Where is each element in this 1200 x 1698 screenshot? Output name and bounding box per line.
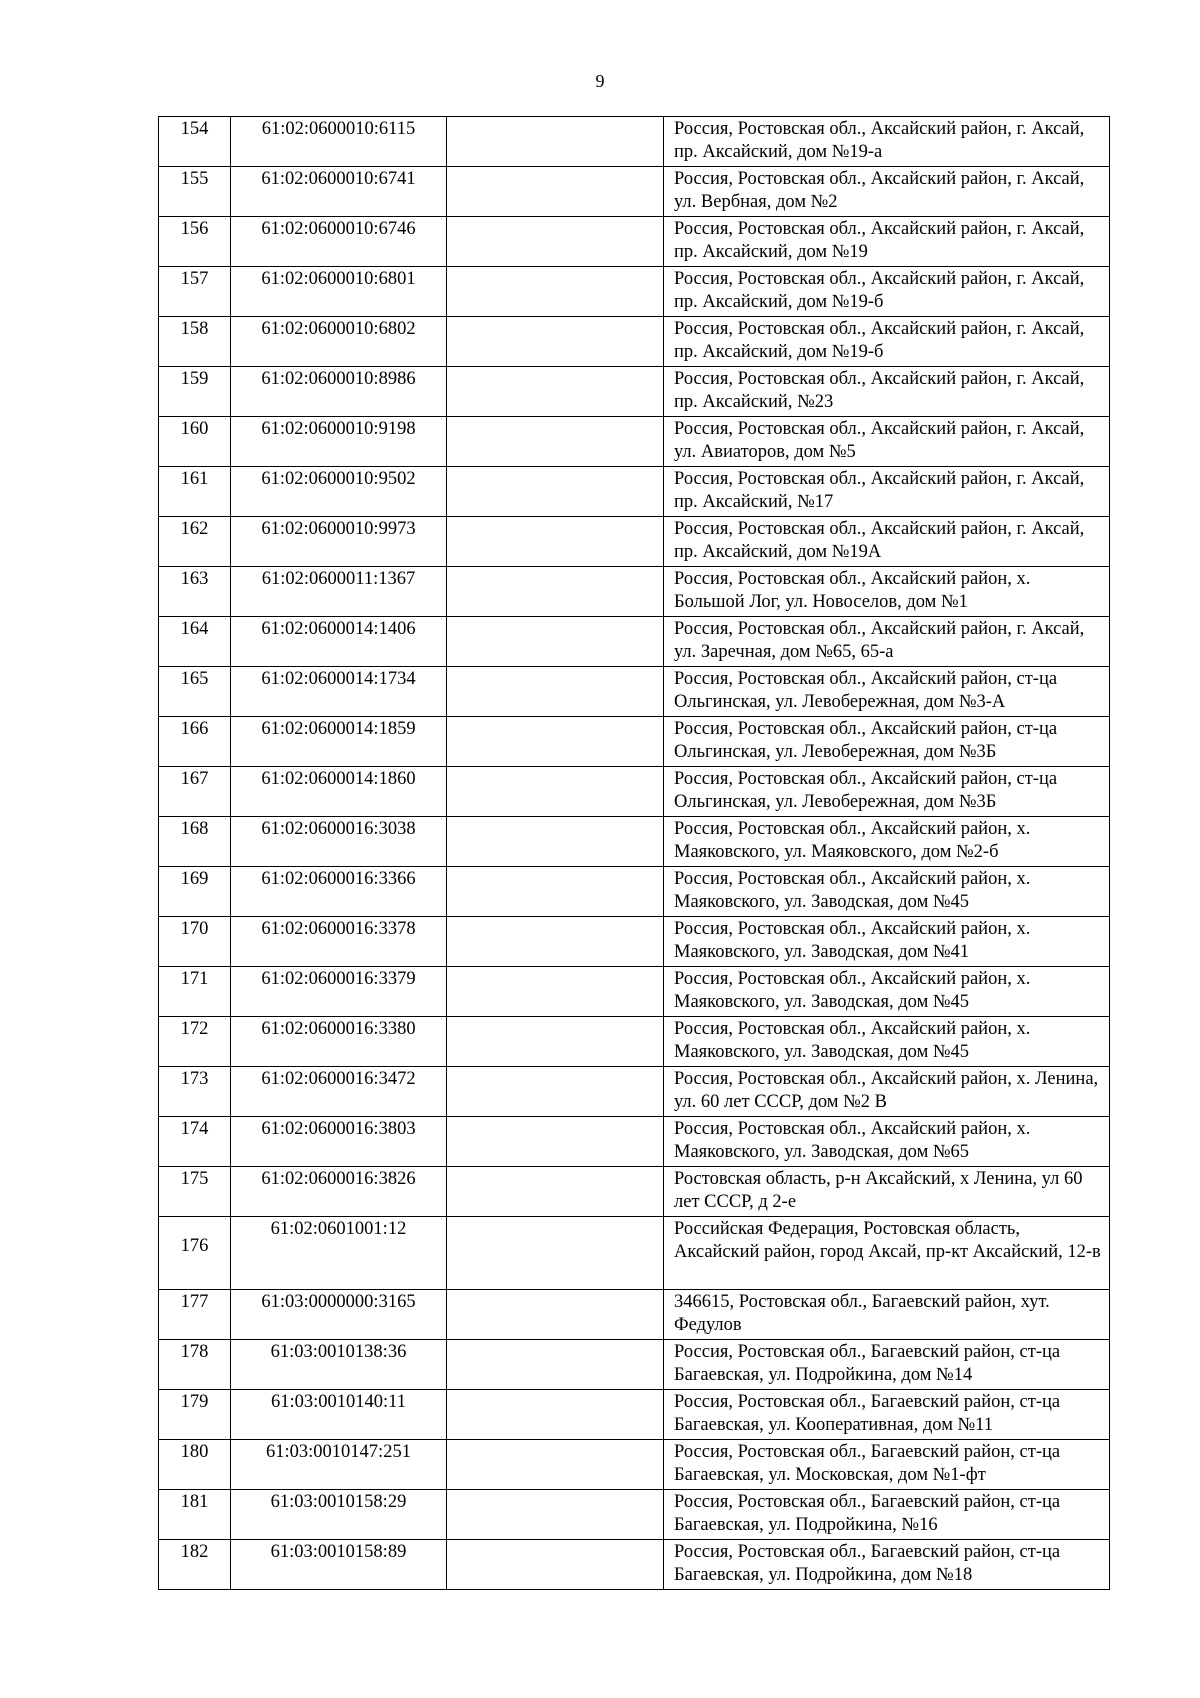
table-row: [159, 817, 1110, 867]
address: Россия, Ростовская обл., Аксайский район, г. Аксай, пр. Аксайский, дом №19: [664, 217, 1110, 267]
table-row: [159, 717, 1110, 767]
empty-cell: [447, 1017, 664, 1067]
address: Россия, Ростовская обл., Аксайский район, х. Маяковского, ул. Маяковского, дом №2-б: [664, 817, 1110, 867]
table-row: [159, 667, 1110, 717]
row-number: 158: [159, 317, 231, 367]
table-row: [159, 417, 1110, 467]
cadastral-number: 61:02:0600016:3378: [231, 917, 447, 967]
cadastral-number: 61:02:0600016:3038: [231, 817, 447, 867]
table-row: [159, 117, 1110, 167]
table-row: [159, 1490, 1110, 1540]
empty-cell: [447, 1217, 664, 1290]
empty-cell: [447, 967, 664, 1017]
address: Россия, Ростовская обл., Аксайский район, х. Маяковского, ул. Заводская, дом №41: [664, 917, 1110, 967]
table-row: [159, 267, 1110, 317]
empty-cell: [447, 667, 664, 717]
cadastral-number: 61:02:0600010:6801: [231, 267, 447, 317]
row-number: 154: [159, 117, 231, 167]
table-row: [159, 167, 1110, 217]
empty-cell: [447, 767, 664, 817]
address: Россия, Ростовская обл., Аксайский район, ст-ца Ольгинская, ул. Левобережная, дом №3Б: [664, 767, 1110, 817]
empty-cell: [447, 1340, 664, 1390]
row-number: 166: [159, 717, 231, 767]
table-body: [159, 117, 1110, 1590]
row-number: 168: [159, 817, 231, 867]
table-row: [159, 317, 1110, 367]
row-number: 169: [159, 867, 231, 917]
page-number: 9: [595, 71, 605, 91]
table-row: [159, 967, 1110, 1017]
address: Россия, Ростовская обл., Аксайский район, х. Маяковского, ул. Заводская, дом №45: [664, 1017, 1110, 1067]
empty-cell: [447, 217, 664, 267]
empty-cell: [447, 1390, 664, 1440]
empty-cell: [447, 1290, 664, 1340]
registry-table: [158, 116, 1110, 1590]
address: Россия, Ростовская обл., Аксайский район, х. Большой Лог, ул. Новоселов, дом №1: [664, 567, 1110, 617]
row-number: 164: [159, 617, 231, 667]
table-row: [159, 917, 1110, 967]
address: Россия, Ростовская обл., Аксайский район, г. Аксай, пр. Аксайский, дом №19А: [664, 517, 1110, 567]
address: Россия, Ростовская обл., Багаевский район, ст-ца Багаевская, ул. Подройкина, дом №18: [664, 1540, 1110, 1590]
cadastral-number: 61:02:0600010:8986: [231, 367, 447, 417]
empty-cell: [447, 817, 664, 867]
cadastral-number: 61:03:0000000:3165: [231, 1290, 447, 1340]
address: Россия, Ростовская обл., Багаевский район, ст-ца Багаевская, ул. Подройкина, №16: [664, 1490, 1110, 1540]
table-row: [159, 367, 1110, 417]
address: Россия, Ростовская обл., Аксайский район, г. Аксай, пр. Аксайский, №17: [664, 467, 1110, 517]
table-row: [159, 767, 1110, 817]
table-row: [159, 867, 1110, 917]
empty-cell: [447, 867, 664, 917]
cadastral-number: 61:02:0600014:1860: [231, 767, 447, 817]
address: Российская Федерация, Ростовская область, Аксайский район, город Аксай, пр-кт Аксайский, 12-в: [664, 1217, 1110, 1290]
table-row: [159, 567, 1110, 617]
row-number: 167: [159, 767, 231, 817]
empty-cell: [447, 1540, 664, 1590]
address: Россия, Ростовская обл., Багаевский район, ст-ца Багаевская, ул. Кооперативная, дом №11: [664, 1390, 1110, 1440]
empty-cell: [447, 717, 664, 767]
row-number: 180: [159, 1440, 231, 1490]
empty-cell: [447, 117, 664, 167]
table-row: [159, 1217, 1110, 1290]
cadastral-number: 61:02:0600016:3803: [231, 1117, 447, 1167]
table-row: [159, 1117, 1110, 1167]
empty-cell: [447, 317, 664, 367]
cadastral-number: 61:02:0600016:3472: [231, 1067, 447, 1117]
row-number: 173: [159, 1067, 231, 1117]
row-number: 155: [159, 167, 231, 217]
empty-cell: [447, 617, 664, 667]
row-number: 163: [159, 567, 231, 617]
address: Россия, Ростовская обл., Аксайский район, ст-ца Ольгинская, ул. Левобережная, дом №3Б: [664, 717, 1110, 767]
address: Россия, Ростовская обл., Аксайский район, х. Маяковского, ул. Заводская, дом №45: [664, 867, 1110, 917]
cadastral-number: 61:02:0600014:1859: [231, 717, 447, 767]
table-row: [159, 1390, 1110, 1440]
address: Россия, Ростовская обл., Аксайский район, г. Аксай, пр. Аксайский, №23: [664, 367, 1110, 417]
cadastral-number: 61:02:0601001:12: [231, 1217, 447, 1290]
address: 346615, Ростовская обл., Багаевский район, хут. Федулов: [664, 1290, 1110, 1340]
table-row: [159, 1440, 1110, 1490]
row-number: 161: [159, 467, 231, 517]
empty-cell: [447, 1117, 664, 1167]
table-row: [159, 517, 1110, 567]
row-number: 182: [159, 1540, 231, 1590]
cadastral-number: 61:02:0600010:6741: [231, 167, 447, 217]
table-row: [159, 1540, 1110, 1590]
cadastral-number: 61:02:0600010:9973: [231, 517, 447, 567]
row-number: 179: [159, 1390, 231, 1440]
table-row: [159, 1017, 1110, 1067]
empty-cell: [447, 1490, 664, 1540]
cadastral-number: 61:02:0600016:3379: [231, 967, 447, 1017]
address: Россия, Ростовская обл., Аксайский район, г. Аксай, пр. Аксайский, дом №19-б: [664, 267, 1110, 317]
table-row: [159, 467, 1110, 517]
address: Россия, Ростовская обл., Аксайский район, г. Аксай, пр. Аксайский, дом №19-а: [664, 117, 1110, 167]
address: Россия, Ростовская обл., Аксайский район, х. Ленина, ул. 60 лет СССР, дом №2 В: [664, 1067, 1110, 1117]
row-number: 172: [159, 1017, 231, 1067]
empty-cell: [447, 467, 664, 517]
table-row: [159, 1167, 1110, 1217]
row-number: 165: [159, 667, 231, 717]
empty-cell: [447, 267, 664, 317]
cadastral-number: 61:02:0600011:1367: [231, 567, 447, 617]
row-number: 174: [159, 1117, 231, 1167]
empty-cell: [447, 517, 664, 567]
empty-cell: [447, 367, 664, 417]
table-row: [159, 1067, 1110, 1117]
row-number: 156: [159, 217, 231, 267]
table-row: [159, 1340, 1110, 1390]
row-number: 176: [159, 1217, 231, 1290]
cadastral-number: 61:02:0600016:3826: [231, 1167, 447, 1217]
cadastral-number: 61:02:0600010:6746: [231, 217, 447, 267]
row-number: 177: [159, 1290, 231, 1340]
address: Россия, Ростовская обл., Аксайский район, г. Аксай, пр. Аксайский, дом №19-б: [664, 317, 1110, 367]
address: Россия, Ростовская обл., Аксайский район, г. Аксай, ул. Авиаторов, дом №5: [664, 417, 1110, 467]
address: Россия, Ростовская обл., Багаевский район, ст-ца Багаевская, ул. Подройкина, дом №14: [664, 1340, 1110, 1390]
address: Россия, Ростовская обл., Аксайский район, х. Маяковского, ул. Заводская, дом №65: [664, 1117, 1110, 1167]
cadastral-number: 61:02:0600014:1406: [231, 617, 447, 667]
empty-cell: [447, 1067, 664, 1117]
empty-cell: [447, 167, 664, 217]
cadastral-number: 61:03:0010140:11: [231, 1390, 447, 1440]
empty-cell: [447, 417, 664, 467]
cadastral-number: 61:03:0010138:36: [231, 1340, 447, 1390]
table-row: [159, 217, 1110, 267]
cadastral-number: 61:02:0600010:9502: [231, 467, 447, 517]
cadastral-number: 61:02:0600014:1734: [231, 667, 447, 717]
cadastral-number: 61:02:0600016:3366: [231, 867, 447, 917]
row-number: 160: [159, 417, 231, 467]
address: Россия, Ростовская обл., Аксайский район, г. Аксай, ул. Заречная, дом №65, 65-а: [664, 617, 1110, 667]
address: Россия, Ростовская обл., Багаевский район, ст-ца Багаевская, ул. Московская, дом №1-фт: [664, 1440, 1110, 1490]
row-number: 162: [159, 517, 231, 567]
empty-cell: [447, 1167, 664, 1217]
cadastral-number: 61:02:0600010:6802: [231, 317, 447, 367]
row-number: 175: [159, 1167, 231, 1217]
address: Россия, Ростовская обл., Аксайский район, г. Аксай, ул. Вербная, дом №2: [664, 167, 1110, 217]
empty-cell: [447, 567, 664, 617]
address: Россия, Ростовская обл., Аксайский район, ст-ца Ольгинская, ул. Левобережная, дом №3-А: [664, 667, 1110, 717]
row-number: 178: [159, 1340, 231, 1390]
cadastral-number: 61:02:0600010:6115: [231, 117, 447, 167]
empty-cell: [447, 1440, 664, 1490]
cadastral-number: 61:02:0600010:9198: [231, 417, 447, 467]
empty-cell: [447, 917, 664, 967]
table-row: [159, 617, 1110, 667]
row-number: 170: [159, 917, 231, 967]
cadastral-number: 61:03:0010158:89: [231, 1540, 447, 1590]
row-number: 171: [159, 967, 231, 1017]
cadastral-number: 61:03:0010158:29: [231, 1490, 447, 1540]
row-number: 181: [159, 1490, 231, 1540]
row-number: 157: [159, 267, 231, 317]
row-number: 159: [159, 367, 231, 417]
cadastral-number: 61:02:0600016:3380: [231, 1017, 447, 1067]
table-row: [159, 1290, 1110, 1340]
address: Ростовская область, р-н Аксайский, х Ленина, ул 60 лет СССР, д 2-е: [664, 1167, 1110, 1217]
cadastral-number: 61:03:0010147:251: [231, 1440, 447, 1490]
address: Россия, Ростовская обл., Аксайский район, х. Маяковского, ул. Заводская, дом №45: [664, 967, 1110, 1017]
